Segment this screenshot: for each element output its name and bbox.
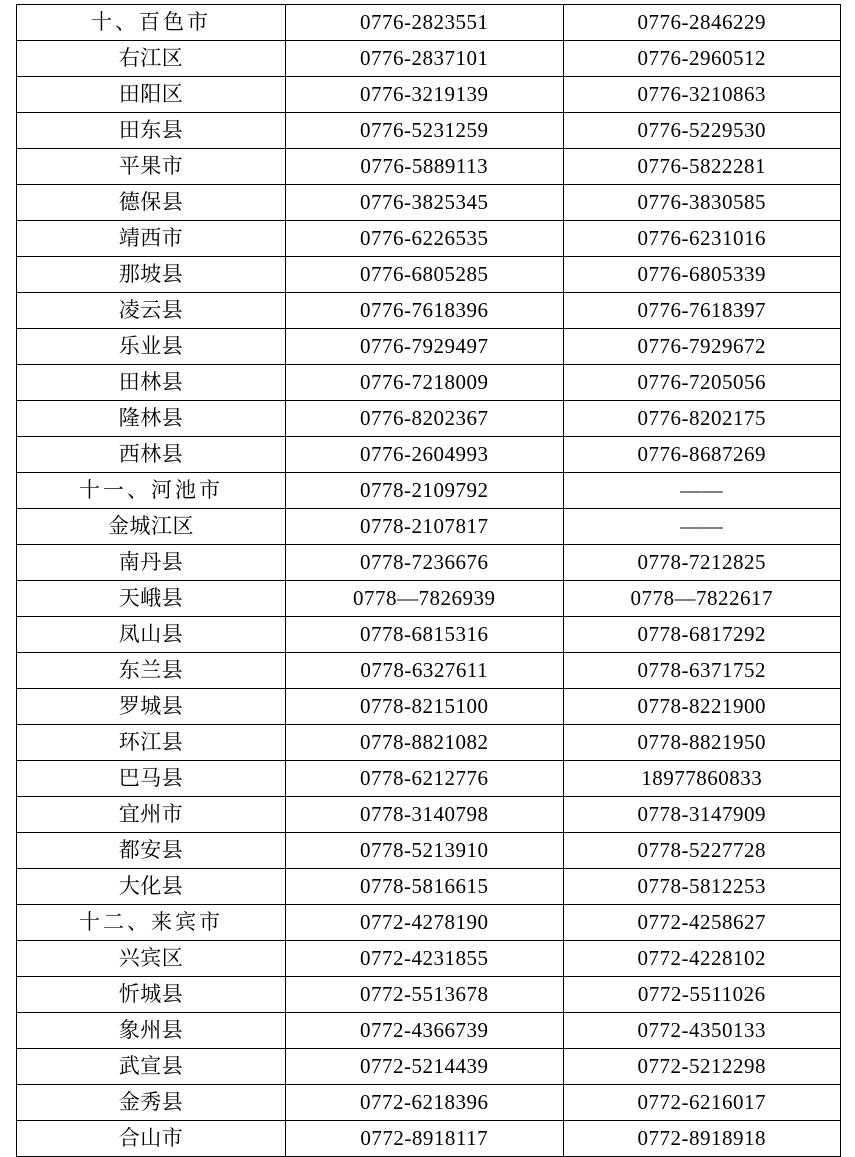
- table-row: [17, 869, 841, 905]
- region-cell: 田林县: [17, 365, 286, 401]
- phone-secondary-cell: 0776-7205056: [563, 365, 841, 401]
- phone-primary-cell: 0776-6226535: [286, 221, 564, 257]
- phone-primary-cell: 0778-8821082: [286, 725, 564, 761]
- phone-secondary-cell: 0772-4258627: [563, 905, 841, 941]
- phone-primary-cell: 0778-8215100: [286, 689, 564, 725]
- phone-secondary-cell: 0776-2960512: [563, 41, 841, 77]
- region-cell: 隆林县: [17, 401, 286, 437]
- phone-secondary-cell: 0776-2846229: [563, 5, 841, 41]
- phone-secondary-cell: 0776-6231016: [563, 221, 841, 257]
- phone-primary-cell: 0778-7236676: [286, 545, 564, 581]
- region-cell: 田东县: [17, 113, 286, 149]
- region-cell: 右江区: [17, 41, 286, 77]
- phone-primary-cell: 0778-6327611: [286, 653, 564, 689]
- region-cell: 西林县: [17, 437, 286, 473]
- region-cell: 武宣县: [17, 1049, 286, 1085]
- phone-secondary-cell: 0776-3830585: [563, 185, 841, 221]
- region-cell: 忻城县: [17, 977, 286, 1013]
- phone-primary-cell: 0776-6805285: [286, 257, 564, 293]
- table-row: [17, 149, 841, 185]
- phone-secondary-cell: 0772-4228102: [563, 941, 841, 977]
- table-row: [17, 1013, 841, 1049]
- table-body: [17, 5, 841, 1157]
- table-row: [17, 401, 841, 437]
- table-row: [17, 797, 841, 833]
- region-cell: 凌云县: [17, 293, 286, 329]
- table-row: [17, 905, 841, 941]
- phone-secondary-cell: 0778-3147909: [563, 797, 841, 833]
- phone-primary-cell: 0776-3825345: [286, 185, 564, 221]
- phone-directory-table: [16, 4, 841, 1157]
- region-cell: 大化县: [17, 869, 286, 905]
- phone-primary-cell: 0772-4231855: [286, 941, 564, 977]
- table-row: [17, 617, 841, 653]
- table-row: [17, 1085, 841, 1121]
- phone-primary-cell: 0776-3219139: [286, 77, 564, 113]
- phone-secondary-cell: 0776-7929672: [563, 329, 841, 365]
- table-row: [17, 257, 841, 293]
- region-cell: 环江县: [17, 725, 286, 761]
- region-cell: 十、百色市: [17, 5, 286, 41]
- phone-secondary-cell: 0776-8202175: [563, 401, 841, 437]
- table-row: [17, 473, 841, 509]
- phone-secondary-cell: ——: [563, 473, 841, 509]
- phone-primary-cell: 0776-7929497: [286, 329, 564, 365]
- phone-secondary-cell: 0776-5229530: [563, 113, 841, 149]
- table-row: [17, 653, 841, 689]
- phone-secondary-cell: 0776-6805339: [563, 257, 841, 293]
- table-row: [17, 5, 841, 41]
- region-cell: 都安县: [17, 833, 286, 869]
- region-cell: 十一、河池市: [17, 473, 286, 509]
- region-cell: 田阳区: [17, 77, 286, 113]
- phone-secondary-cell: 0778-6371752: [563, 653, 841, 689]
- table-row: [17, 329, 841, 365]
- region-cell: 德保县: [17, 185, 286, 221]
- phone-primary-cell: 0776-5231259: [286, 113, 564, 149]
- table-row: [17, 977, 841, 1013]
- phone-secondary-cell: 0778-7212825: [563, 545, 841, 581]
- region-cell: 南丹县: [17, 545, 286, 581]
- phone-secondary-cell: 0776-7618397: [563, 293, 841, 329]
- region-cell: 那坡县: [17, 257, 286, 293]
- phone-secondary-cell: 0776-8687269: [563, 437, 841, 473]
- table-row: [17, 545, 841, 581]
- phone-primary-cell: 0772-5513678: [286, 977, 564, 1013]
- phone-primary-cell: 0778-3140798: [286, 797, 564, 833]
- phone-secondary-cell: 0772-5212298: [563, 1049, 841, 1085]
- region-cell: 天峨县: [17, 581, 286, 617]
- table-row: [17, 761, 841, 797]
- region-cell: 金城江区: [17, 509, 286, 545]
- phone-secondary-cell: 18977860833: [563, 761, 841, 797]
- phone-secondary-cell: 0778-6817292: [563, 617, 841, 653]
- region-cell: 兴宾区: [17, 941, 286, 977]
- phone-secondary-cell: 0772-8918918: [563, 1121, 841, 1157]
- region-cell: 乐业县: [17, 329, 286, 365]
- table-row: [17, 581, 841, 617]
- table-row: [17, 833, 841, 869]
- phone-secondary-cell: 0776-5822281: [563, 149, 841, 185]
- table-row: [17, 77, 841, 113]
- phone-primary-cell: 0776-2823551: [286, 5, 564, 41]
- phone-secondary-cell: ——: [563, 509, 841, 545]
- phone-primary-cell: 0776-2604993: [286, 437, 564, 473]
- phone-secondary-cell: 0776-3210863: [563, 77, 841, 113]
- table-row: [17, 941, 841, 977]
- table-row: [17, 185, 841, 221]
- phone-primary-cell: 0772-4278190: [286, 905, 564, 941]
- phone-primary-cell: 0776-7218009: [286, 365, 564, 401]
- region-cell: 十二、来宾市: [17, 905, 286, 941]
- phone-primary-cell: 0778-6815316: [286, 617, 564, 653]
- phone-primary-cell: 0778-2109792: [286, 473, 564, 509]
- phone-secondary-cell: 0778-8821950: [563, 725, 841, 761]
- table-row: [17, 221, 841, 257]
- region-cell: 象州县: [17, 1013, 286, 1049]
- table-row: [17, 1049, 841, 1085]
- phone-primary-cell: 0776-7618396: [286, 293, 564, 329]
- region-cell: 巴马县: [17, 761, 286, 797]
- phone-secondary-cell: 0772-5511026: [563, 977, 841, 1013]
- table-row: [17, 293, 841, 329]
- table-row: [17, 509, 841, 545]
- phone-secondary-cell: 0778-5812253: [563, 869, 841, 905]
- table-row: [17, 725, 841, 761]
- phone-primary-cell: 0778—7826939: [286, 581, 564, 617]
- phone-primary-cell: 0776-8202367: [286, 401, 564, 437]
- table-row: [17, 113, 841, 149]
- region-cell: 罗城县: [17, 689, 286, 725]
- region-cell: 合山市: [17, 1121, 286, 1157]
- phone-secondary-cell: 0772-6216017: [563, 1085, 841, 1121]
- table-row: [17, 1121, 841, 1157]
- phone-secondary-cell: 0778-5227728: [563, 833, 841, 869]
- table-row: [17, 689, 841, 725]
- phone-primary-cell: 0772-5214439: [286, 1049, 564, 1085]
- phone-primary-cell: 0776-2837101: [286, 41, 564, 77]
- region-cell: 东兰县: [17, 653, 286, 689]
- table-row: [17, 41, 841, 77]
- region-cell: 宜州市: [17, 797, 286, 833]
- phone-primary-cell: 0772-6218396: [286, 1085, 564, 1121]
- region-cell: 金秀县: [17, 1085, 286, 1121]
- region-cell: 平果市: [17, 149, 286, 185]
- phone-primary-cell: 0778-6212776: [286, 761, 564, 797]
- phone-secondary-cell: 0772-4350133: [563, 1013, 841, 1049]
- phone-primary-cell: 0778-2107817: [286, 509, 564, 545]
- phone-primary-cell: 0772-4366739: [286, 1013, 564, 1049]
- phone-secondary-cell: 0778—7822617: [563, 581, 841, 617]
- table-row: [17, 365, 841, 401]
- table-row: [17, 437, 841, 473]
- phone-secondary-cell: 0778-8221900: [563, 689, 841, 725]
- region-cell: 凤山县: [17, 617, 286, 653]
- phone-primary-cell: 0772-8918117: [286, 1121, 564, 1157]
- phone-primary-cell: 0778-5816615: [286, 869, 564, 905]
- region-cell: 靖西市: [17, 221, 286, 257]
- phone-primary-cell: 0778-5213910: [286, 833, 564, 869]
- phone-primary-cell: 0776-5889113: [286, 149, 564, 185]
